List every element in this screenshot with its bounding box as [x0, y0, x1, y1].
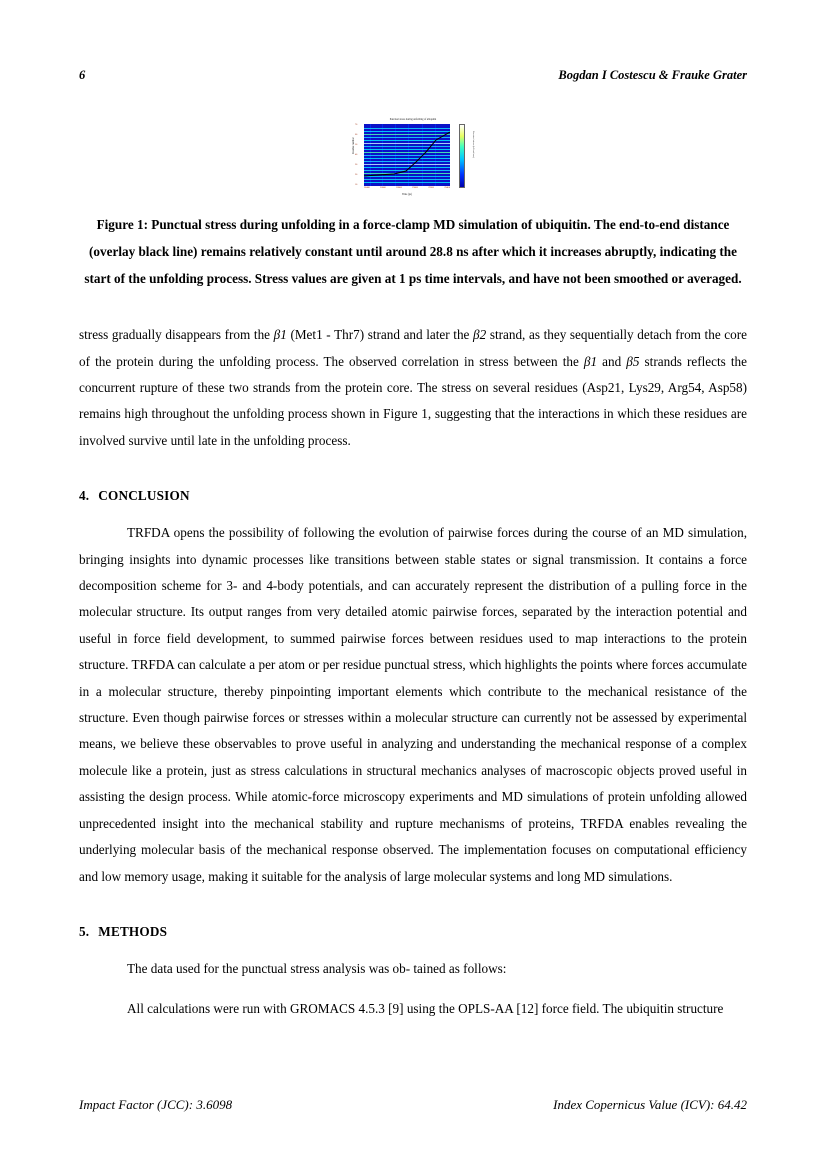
section-number: 5. — [79, 923, 90, 939]
section-title: CONCLUSION — [98, 488, 190, 504]
page-footer — [79, 1097, 747, 1113]
footer-impact-factor: Impact Factor (JCC): 3.6098 — [79, 1097, 233, 1112]
running-head — [79, 68, 747, 83]
footer-index-copernicus: Index Copernicus Value (ICV): 64.42 — [553, 1097, 747, 1112]
beta5-symbol: β5 — [626, 353, 640, 369]
x-tick: 28400 — [364, 187, 370, 189]
figure-colorbar-label: Punctual stress (kJ/mol/nm) — [472, 131, 475, 158]
figure-y-ticks — [355, 124, 357, 186]
y-tick: 70 — [355, 124, 358, 126]
x-tick: 29400 — [444, 187, 450, 189]
running-head-authors: Bogdan I Costescu & Frauke Grater — [558, 68, 747, 82]
x-tick: 29200 — [428, 187, 434, 189]
y-tick: 20 — [355, 174, 358, 176]
y-tick: 50 — [355, 144, 358, 146]
paragraph-conclusion: TRFDA opens the possibility of following the evolution of pairwise forces during the course of an MD simulation, bringing insights into dynamic processes like transitions between stable states or signal transmission. It contains a force decomposition scheme for 3- and 4-body potentials, and can accurately represent the distribution of a pulling force in the molecular structure. Its output ranges from very detailed atomic pairwise forces, separated by the interaction potential and useful in force field development, to summed pairwise forces between residues used to map interactions to the protein structure. TRFDA can calculate a per atom or per residue punctual stress, which highlights the points where forces accumulate in a molecular structure, thereby pinpointing important elements which contribute to the mechanical resistance of the structure. Even though pairwise forces or stresses within a molecular structure can currently not be assessed by experimental means, we believe these observables to prove useful in analyzing and understanding the mechanical response of a complex molecule like a protein, just as stress calculations in structural mechanics analyses of macroscopic objects proved useful in assisting the design process. While atomic-force microscopy experiments and MD simulations of protein unfolding allowed unprecedented insight into the mechanical stability and rupture mechanisms of proteins, TRFDA enables revealing the underlying molecular basis of the mechanical response observed. The implementation focuses on computational efficiency and low memory usage, making it suitable for the analysis of large molecular systems and long MD simulations. — [79, 525, 747, 884]
x-tick: 28800 — [396, 187, 402, 189]
section-heading-methods — [79, 924, 747, 940]
text-fragment: and — [597, 353, 627, 369]
page-number: 6 — [79, 68, 86, 82]
section-title: METHODS — [98, 923, 168, 939]
paragraph-methods-2: All calculations were run with GROMACS 4.5.3 [9] using the OPLS-AA [12] force field. The ubiquitin structure — [127, 1001, 724, 1017]
paragraph-stress-discussion — [79, 322, 747, 454]
figure-colorbar — [459, 124, 465, 188]
figure-caption — [79, 211, 747, 292]
figure-caption-text: Punctual stress during unfolding in a force-clamp MD simulation of ubiquitin. The end-to-end distance (overlay black line) remains relatively constant until around 28.8 ns after which it increases abruptly, indicating the start of the unfolding process. Stress values are given at 1 ps time intervals, and have not been smoothed or averaged. — [84, 217, 742, 287]
text-fragment: strand, as they sequentially detach from the core of the protein during the unfolding process. The observed correlation in stress between the — [79, 327, 747, 369]
text-fragment: (Met1 - Thr7) strand and later the — [286, 327, 474, 343]
x-tick: 29000 — [412, 187, 418, 189]
figure-1-image — [351, 119, 475, 197]
y-tick: 10 — [355, 184, 358, 186]
section-heading-conclusion — [79, 488, 747, 504]
y-tick: 40 — [355, 154, 358, 156]
text-fragment: strands reflects the concurrent rupture of these two strands from the protein core. The stress on several residues (Asp21, Lys29, Arg54, Asp58) remains high throughout the unfolding process shown in Figure 1, suggesting that the interactions in which these residues are involved survive until late in the unfolding process. — [79, 353, 747, 448]
beta1-symbol: β1 — [583, 353, 598, 369]
beta2-symbol: β2 — [473, 327, 487, 343]
figure-container — [79, 119, 747, 197]
figure-plot-title: Punctual stress during unfolding of ubiquitin — [389, 118, 437, 121]
paragraph-methods-1: The data used for the punctual stress analysis was ob- tained as follows: — [127, 960, 507, 976]
beta1-symbol: β1 — [273, 327, 287, 343]
x-tick: 28600 — [380, 187, 386, 189]
figure-x-axis-label: Time (ps) — [401, 193, 413, 196]
text-fragment: stress gradually disappears from the — [79, 327, 274, 343]
figure-caption-label: Figure 1: — [96, 217, 148, 232]
y-tick: 30 — [355, 164, 358, 166]
figure-x-ticks — [364, 187, 450, 189]
section-number: 4. — [79, 488, 90, 504]
figure-heatmap-area — [364, 124, 450, 186]
y-tick: 60 — [355, 134, 358, 136]
figure-y-axis-label: Residue number — [352, 137, 355, 154]
